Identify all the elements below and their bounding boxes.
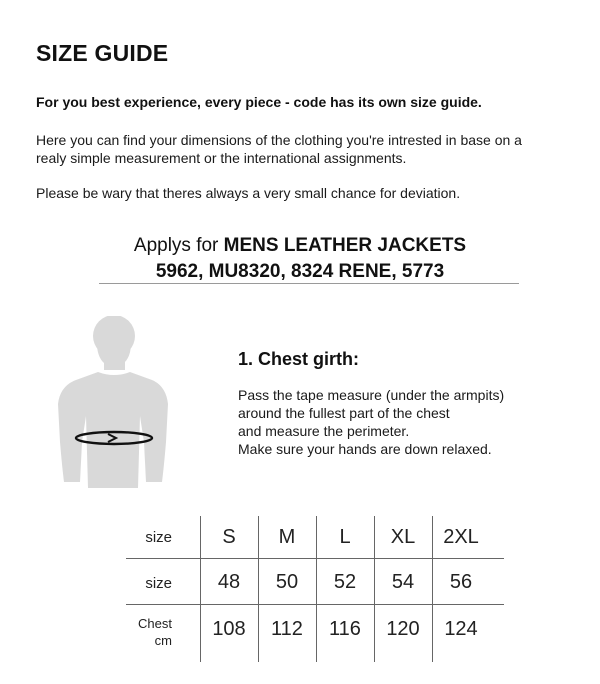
measurement-line: Pass the tape measure (under the armpits) (238, 387, 505, 403)
table-cell: 112 (271, 617, 303, 640)
applies-heading (0, 233, 600, 285)
table-cell: 116 (329, 617, 361, 640)
measurement-line: and measure the perimeter. (238, 423, 410, 439)
intro-paragraph (36, 131, 576, 167)
measurement-line: Make sure your hands are down relaxed. (238, 441, 492, 457)
page-title: SIZE GUIDE (36, 40, 169, 66)
chest-label: Chest (138, 616, 172, 631)
table-row-label: size (145, 574, 172, 592)
measurement-title: 1. Chest girth: (238, 349, 360, 369)
table-header-cell: 2XL (443, 525, 479, 548)
applies-product: MENS LEATHER JACKETS (223, 235, 467, 256)
table-header-cell: M (278, 525, 296, 548)
deviation-note: Please be wary that theres always a very small chance for deviation. (36, 185, 461, 201)
table-header-cell: XL (390, 525, 416, 548)
intro-bold-text: For you best experience, every piece - code has its own size guide. (36, 94, 482, 110)
intro-paragraph-line: realy simple measurement or the international assignments. (36, 150, 407, 166)
table-cell: 120 (386, 617, 420, 640)
table-row-divider (126, 604, 504, 605)
measurement-line: around the fullest part of the chest (238, 405, 450, 421)
section-divider (99, 283, 519, 284)
unit-label: cm (154, 633, 172, 648)
measurement-instructions (238, 386, 504, 458)
table-row-label (126, 608, 172, 656)
table-cell: 56 (449, 570, 473, 593)
table-header-cell: L (339, 525, 351, 548)
torso-chest-measure-icon (50, 316, 170, 493)
applies-codes (0, 259, 600, 285)
table-header-cell: S (222, 525, 236, 548)
table-cell: 108 (212, 617, 246, 640)
table-cell: 124 (444, 617, 478, 640)
table-cell: 48 (217, 570, 241, 593)
applies-prefix: Applys for (133, 235, 224, 256)
table-row-divider (126, 558, 504, 559)
size-table (126, 516, 504, 662)
table-cell: 52 (333, 570, 357, 593)
applies-codes-text: 5962, MU8320, 8324 RENE, 5773 (155, 261, 445, 282)
intro-paragraph-line: Here you can find your dimensions of the clothing you're intrested in base on a (36, 132, 522, 148)
table-cell: 54 (391, 570, 415, 593)
table-header-label: size (145, 528, 172, 546)
applies-line-1 (0, 233, 600, 259)
table-cell: 50 (275, 570, 299, 593)
